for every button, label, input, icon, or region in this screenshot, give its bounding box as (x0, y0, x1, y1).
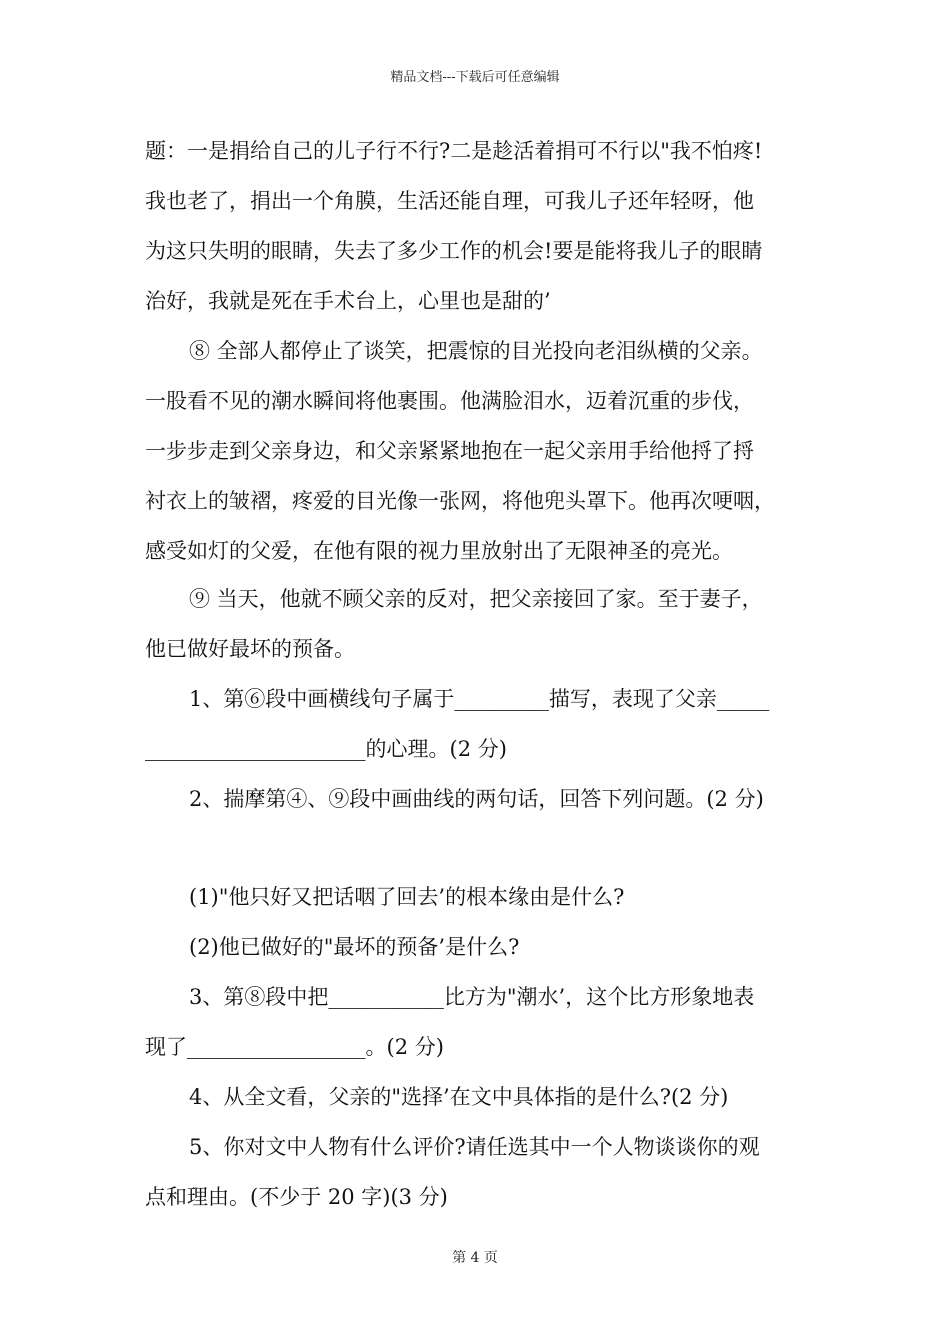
text-line: 感受如灯的父爱，在他有限的视力里放射出了无限神圣的亮光。 (145, 539, 733, 563)
text-line: 一股看不见的潮水瞬间将他裹围。他满脸泪水，迈着沉重的步伐， (145, 389, 754, 413)
question-5: 5、你对文中人物有什么评价?请任选其中一个人物谈谈你的观 (189, 1135, 760, 1159)
question-3-continued: 现了_________________。(2 分) (145, 1035, 444, 1059)
question-3: 3、第⑧段中把___________比方为"潮水’，这个比方形象地表 (189, 985, 755, 1009)
text-line: 他已做好最坏的预备。 (145, 637, 355, 661)
question-1-continued: _____________________的心理。(2 分) (145, 737, 507, 761)
paragraph-8-line: ⑧ 全部人都停止了谈笑，把震惊的目光投向老泪纵横的父亲。 (189, 339, 763, 363)
question-2-sub-1: (1)"他只好又把话咽了回去’的根本缘由是什么? (189, 885, 625, 909)
text-line: 为这只失明的眼睛，失去了多少工作的机会!要是能将我儿子的眼睛 (145, 239, 763, 263)
page-header: 精品文档---下载后可任意编辑 (390, 70, 560, 85)
page-number: 第 4 页 (452, 1250, 498, 1266)
text-line: 题：一是捐给自己的儿子行不行?二是趁活着捐可不行以"我不怕疼! (145, 139, 763, 163)
text-line: 衬衣上的皱褶，疼爱的目光像一张网，将他兜头罩下。他再次哽咽， (145, 489, 775, 513)
question-5-continued: 点和理由。(不少于 20 字)(3 分) (145, 1185, 448, 1209)
text-line: 我也老了，捐出一个角膜，生活还能自理，可我儿子还年轻呀，他 (145, 189, 754, 213)
question-4: 4、从全文看，父亲的"选择’在文中具体指的是什么?(2 分) (189, 1085, 729, 1109)
text-line: 治好，我就是死在手术台上，心里也是甜的’ (145, 289, 551, 313)
question-2: 2、揣摩第④、⑨段中画曲线的两句话，回答下列问题。(2 分) (189, 787, 764, 811)
question-2-sub-2: (2)他已做好的"最坏的预备’是什么? (189, 935, 520, 959)
text-line: 一步步走到父亲身边，和父亲紧紧地抱在一起父亲用手给他捋了捋 (145, 439, 754, 463)
paragraph-9-line: ⑨ 当天，他就不顾父亲的反对，把父亲接回了家。至于妻子， (189, 587, 763, 611)
question-1: 1、第⑥段中画横线句子属于_________描写，表现了父亲_____ (189, 687, 770, 711)
